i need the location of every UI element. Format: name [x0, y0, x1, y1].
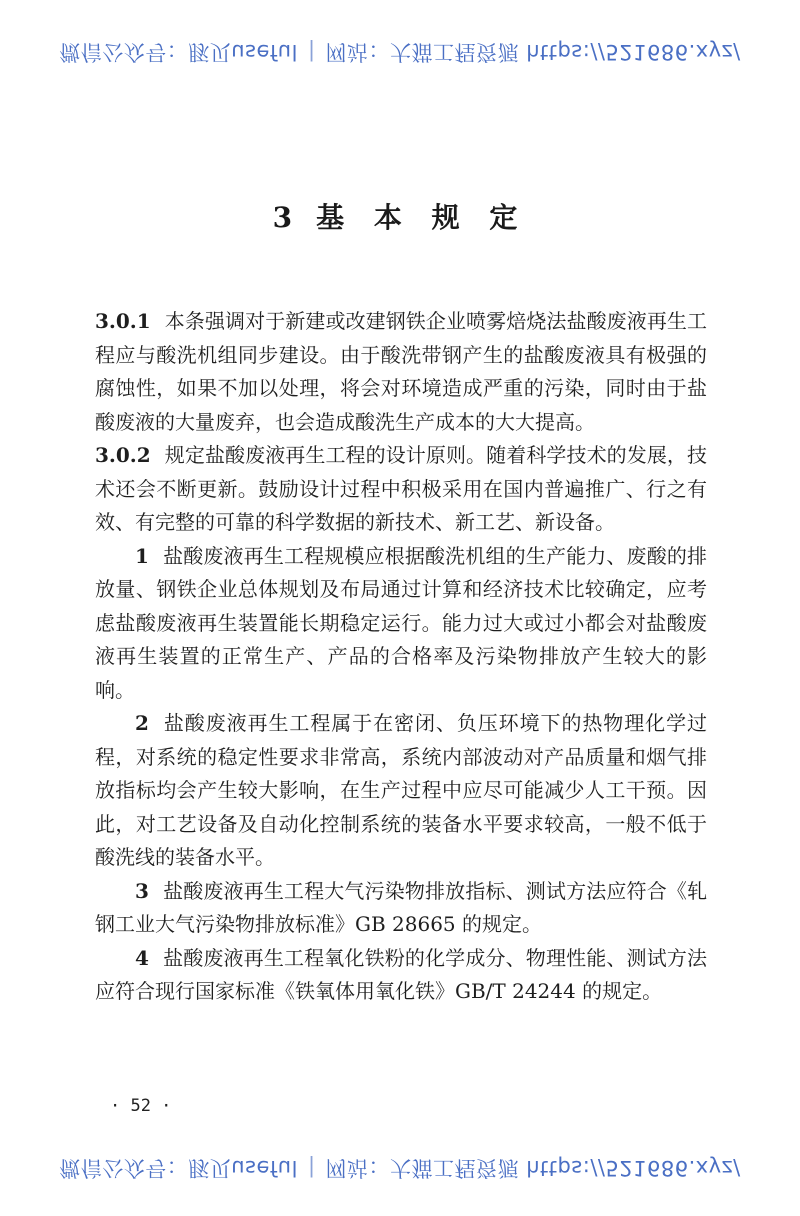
watermark-wechat: 微信公众号：豚贝useful [59, 1156, 298, 1180]
item-number: 2 [135, 711, 149, 735]
clause-3-0-1 [95, 305, 707, 439]
clause-3-0-2 [95, 439, 707, 540]
watermark-top [0, 38, 800, 68]
item-number: 4 [135, 945, 149, 970]
document-body [95, 305, 707, 1009]
item-text: 盐酸废液再生工程大气污染物排放指标、测试方法应符合《轧钢工业大气污染物排放标准》GB 28665 的规定。 [95, 878, 707, 936]
chapter-title-text: 基 本 规 定 [316, 201, 528, 234]
list-item [95, 540, 707, 708]
clause-text: 规定盐酸废液再生工程的设计原则。随着科学技术的发展，技术还会不断更新。鼓励设计过程中积极采用在国内普遍推广、行之有效、有完整的可靠的科学数据的新技术、新工艺、新设备。 [95, 443, 707, 534]
watermark-website: 网站：大猫工程资源 https://521686.xyz/ [325, 40, 741, 64]
watermark-wechat: 微信公众号：豚贝useful [59, 40, 298, 64]
item-number: 1 [135, 543, 149, 568]
watermark-separator: | [307, 40, 316, 64]
chapter-title [0, 196, 800, 236]
list-item [95, 942, 707, 1009]
clause-number: 3.0.1 [95, 309, 151, 333]
watermark-bottom [0, 1154, 800, 1184]
item-text: 盐酸废液再生工程规模应根据酸洗机组的生产能力、废酸的排放量、钢铁企业总体规划及布局通过计算和经济技术比较确定，应考虑盐酸废液再生装置能长期稳定运行。能力过大或过小都会对盐酸废液再生装置的正常生产、产品的合格率及污染物排放产生较大的影响。 [95, 543, 707, 702]
clause-text: 本条强调对于新建或改建钢铁企业喷雾焙烧法盐酸废液再生工程应与酸洗机组同步建设。由于酸洗带钢产生的盐酸废液具有极强的腐蚀性，如果不加以处理，将会对环境造成严重的污染，同时由于盐酸废液的大量废弃，也会造成酸洗生产成本的大大提高。 [95, 309, 707, 434]
page-number: · 52 · [110, 1096, 172, 1116]
watermark-separator: | [307, 1156, 316, 1180]
item-text: 盐酸废液再生工程属于在密闭、负压环境下的热物理化学过程，对系统的稳定性要求非常高，系统内部波动对产品质量和烟气排放指标均会产生较大影响，在生产过程中应尽可能减少人工干预。因此，对工艺设备及自动化控制系统的装备水平要求较高，一般不低于酸洗线的装备水平。 [95, 711, 707, 869]
item-text: 盐酸废液再生工程氧化铁粉的化学成分、物理性能、测试方法应符合现行国家标准《铁氧体用氧化铁》GB/T 24244 的规定。 [95, 945, 707, 1003]
item-number: 3 [135, 878, 149, 903]
clause-number: 3.0.2 [95, 443, 151, 467]
watermark-website: 网站：大猫工程资源 https://521686.xyz/ [325, 1156, 741, 1180]
chapter-number: 3 [272, 201, 303, 234]
list-item [95, 707, 707, 875]
list-item [95, 875, 707, 942]
